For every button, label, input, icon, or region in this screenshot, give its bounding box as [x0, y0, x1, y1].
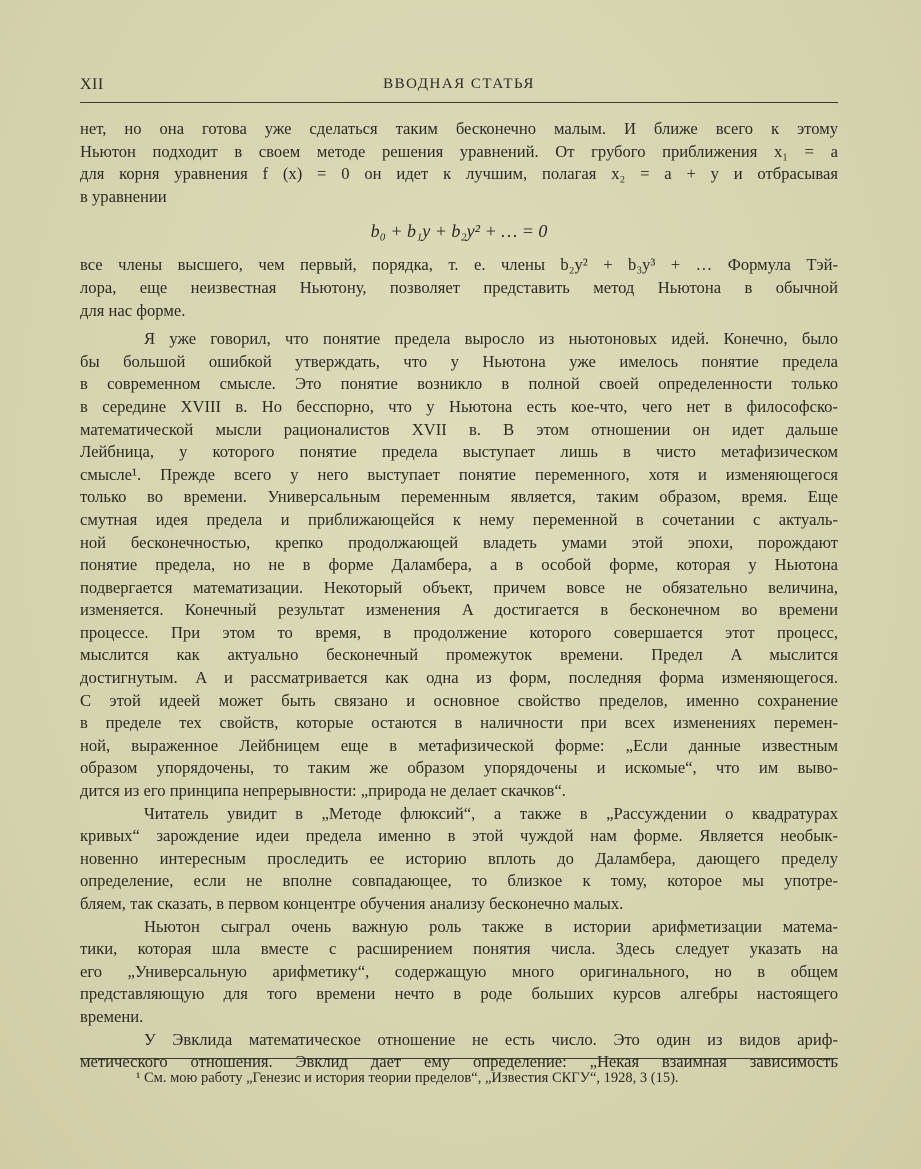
text-line: для корня уравнения f (x) = 0 он идет к лучшим, полагая x₂ = a + y и отбрасывая [80, 164, 838, 184]
text-line: математической мысли рационалистов XVII в. В этом отношении он идет дальше [80, 419, 838, 439]
text-line: в современном смысле. Это понятие возникло в полной своей определенности только [80, 374, 838, 394]
text-line: кривых“ зарождение идеи предела именно в этой чуждой нам форме. Является необык- [80, 826, 838, 846]
text-line: представляющую для того времени нечто в роде больших курсов алгебры настоящего [80, 984, 838, 1004]
text-line: образом упорядочены, то таким же образом упорядочены и искомые“, что им выво- [80, 758, 838, 778]
running-header [80, 76, 838, 98]
text-line: У Эвклида математическое отношение не есть число. Это один из видов ариф- [144, 1029, 838, 1049]
text-line: определение, если не вполне совпадающее, то близкое к тому, которое мы употре- [80, 871, 838, 891]
header-rule [80, 102, 838, 103]
text-line: в середине XVIII в. Но бесспорно, что у Ньютона есть кое-что, чего нет в философско- [80, 396, 838, 416]
text-line: его „Универсальную арифметику“, содержащую много оригинального, но в общем [80, 961, 838, 981]
footnote [80, 1070, 838, 1087]
text-line: Лейбница, у которого понятие предела выступает лишь в чисто метафизическом [80, 442, 838, 462]
footnote-text: ¹ См. мою работу „Генезис и история теории пределов“, „Известия СКГУ“, 1928, 3 (15). [136, 1070, 679, 1086]
text-line: все члены высшего, чем первый, порядка, т. е. члены b₂y² + b₃y³ + … Формула Тэй- [80, 255, 838, 275]
text-line: времени. [80, 1006, 144, 1026]
footnote-rule [80, 1058, 838, 1059]
text-line: процессе. При этом то время, в продолжение которого совершается этот процесс, [80, 622, 838, 642]
text-line: смутная идея предела и приближающейся к нему переменной в сочетании с актуаль- [80, 509, 838, 529]
text-line: дится из его принципа непрерывности: „природа не делает скачков“. [80, 781, 566, 801]
body-text [80, 118, 838, 1074]
text-line: Читатель увидит в „Методе флюксий“, а также в „Рассуждении о квадратурах [144, 803, 838, 823]
text-line: тики, которая шла вместе с расширением понятия числа. Здесь следует указать на [80, 939, 838, 959]
page-number: XII [80, 76, 104, 93]
text-line: в уравнении [80, 186, 167, 206]
text-line: новенно интересным проследить ее историю вплоть до Даламбера, дающего пределу [80, 848, 838, 868]
text-line: для нас форме. [80, 300, 186, 320]
text-line: Ньютон подходит в своем методе решения уравнений. От грубого приближения x₁ = a [80, 141, 838, 161]
text-line: изменяется. Конечный результат изменения A достигается в бесконечном во времени [80, 600, 838, 620]
text-line: смысле¹. Прежде всего у него выступает понятие переменного, хотя и изменяющегося [80, 464, 838, 484]
text-line: достигнутым. A и рассматривается как одна из форм, последняя форма изменяющегося. [80, 668, 838, 688]
text-line: метического отношения. Эвклид дает ему определение: „Некая взаимная зависимость [80, 1052, 838, 1072]
text-line: мыслится как актуально бесконечный промежуток времени. Предел A мыслится [80, 645, 838, 665]
text-line: Ньютон сыграл очень важную роль также в истории арифметизации матема- [144, 916, 838, 936]
running-title: ВВОДНАЯ СТАТЬЯ [383, 76, 535, 92]
text-line: бляем, так сказать, в первом концентре обучения анализу бесконечно малых. [80, 894, 624, 913]
text-line: бы большой ошибкой утверждать, что у Ньютона уже имелось понятие предела [80, 351, 838, 371]
text-line: Я уже говорил, что понятие предела выросло из ньютоновых идей. Конечно, было [144, 329, 838, 349]
text-line: С этой идеей может быть связано и основное свойство пределов, именно сохранение [80, 690, 838, 710]
text-line: понятие предела, но не в форме Даламбера, а в особой форме, которая у Ньютона [80, 555, 838, 575]
paragraphs-main [80, 328, 838, 1074]
text-line: лора, еще неизвестная Ньютону, позволяет представить метод Ньютона в обычной [80, 277, 838, 297]
text-line: только во времени. Универсальным переменным является, таким образом, время. Еще [80, 487, 838, 507]
paragraph-mid [80, 254, 838, 322]
text-line: нет, но она готова уже сделаться таким бесконечно малым. И ближе всего к этому [80, 119, 838, 138]
display-formula: b₀ + b₁y + b₂y² + … = 0 [370, 221, 548, 242]
text-line: в пределе тех свойств, которые остаются в наличности при всех изменениях перемен- [80, 713, 838, 733]
paragraph-top [80, 118, 838, 208]
text-line: ной бесконечностью, крепко продолжающей владеть умами этой эпохи, порождают [80, 532, 838, 552]
text-line: подвергается математизации. Некоторый объект, причем вовсе не обязательно величина, [80, 577, 838, 597]
text-line: ной, выраженное Лейбницем еще в метафизической форме: „Если данные известным [80, 735, 838, 755]
